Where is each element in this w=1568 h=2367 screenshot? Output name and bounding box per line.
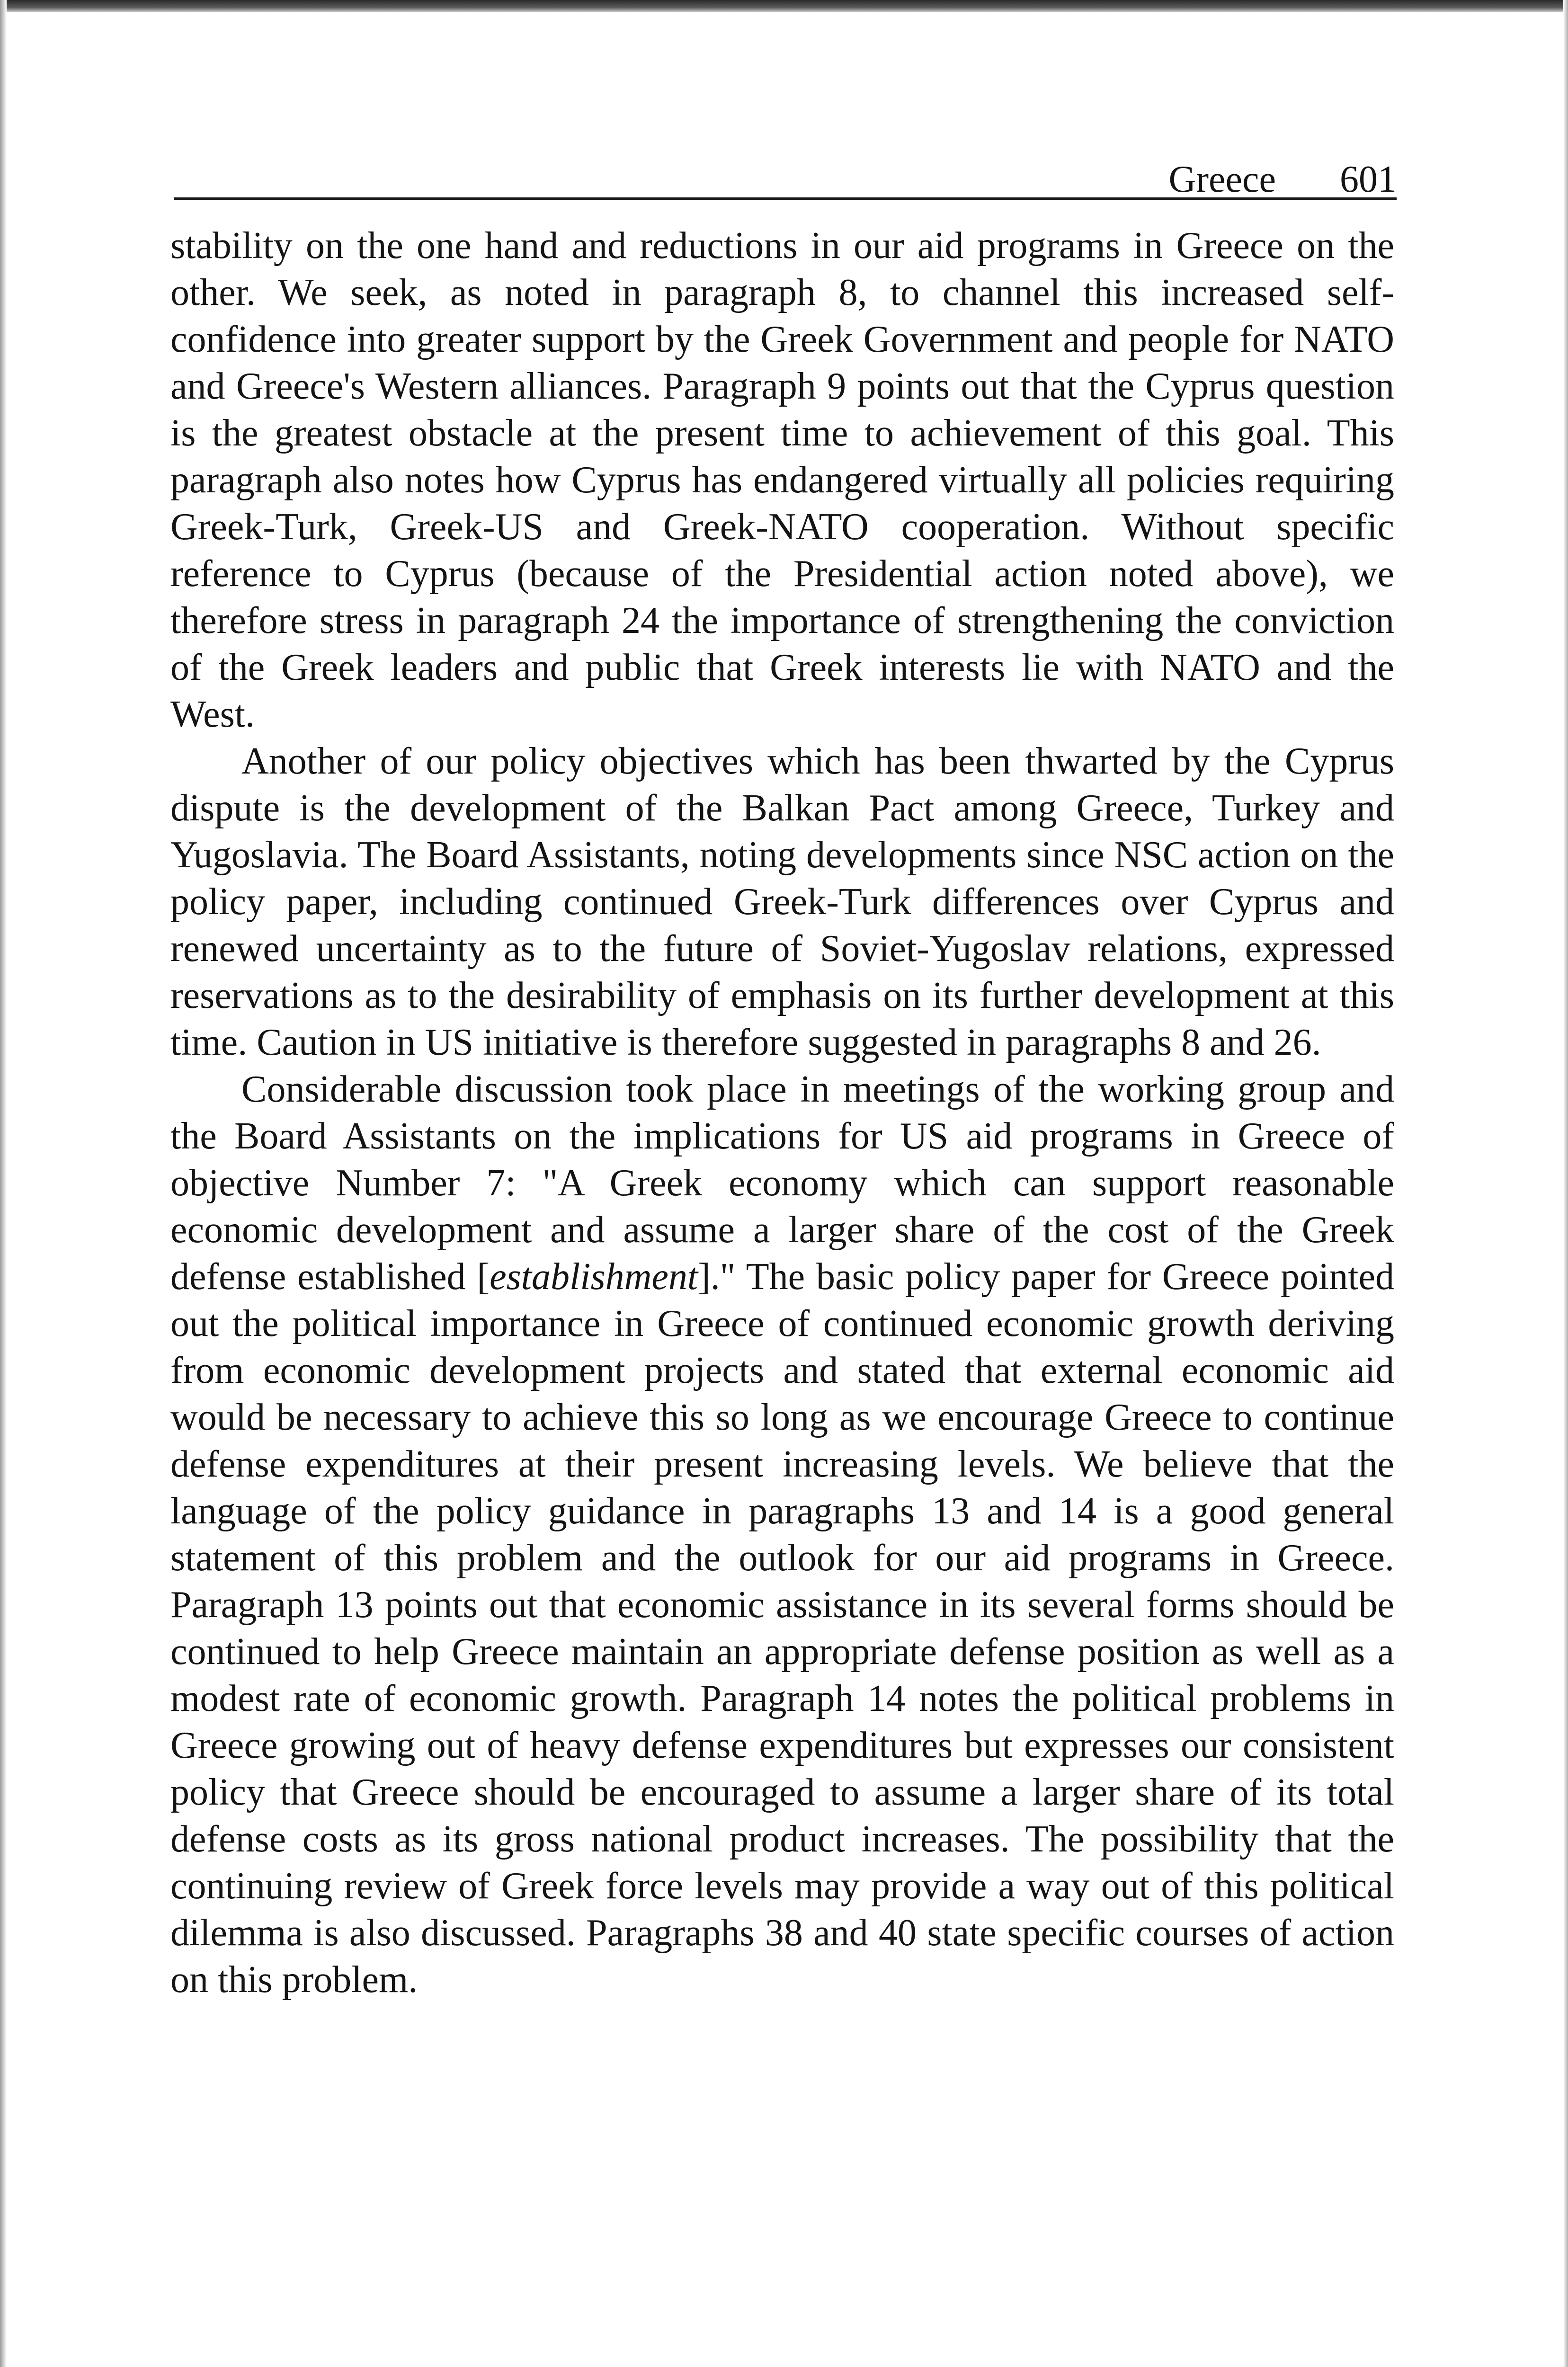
paragraph-3-text-end: ]." The basic policy paper for Greece pointed out the political importance in Greece of continued economic growth deriving from economic development projects and stated that external economic aid would be necessary to achieve this so long as we encourage Greece to continue defense expenditures at their present increasing levels. We believe that the language of the policy guidance in paragraphs 13 and 14 is a good general statement of this problem and the outlook for our aid programs in Greece. Paragraph 13 points out that economic assistance in its several forms should be continued to help Greece maintain an appropriate defense position as well as a modest rate of economic growth. Paragraph 14 notes the political problems in Greece growing out of heavy defense expenditures but expresses our consistent policy that Greece should be encouraged to assume a larger share of its total defense costs as its gross national product increases. The possibility that the continuing review of Greek force levels may provide a way out of this political dilemma is also discussed. Paragraphs 38 and 40 state specific courses of action on this problem. bbox=[170, 1256, 1395, 2001]
scan-top-edge bbox=[0, 0, 1568, 12]
paragraph-3-text-start: Considerable discussion took place in meetings of the working group and the Board Assistants on the implications for US aid programs in Greece of objective Number 7: "A Greek economy which can support reasonable economic development and assume a larger share of the cost of the Greek defense established [ bbox=[170, 1068, 1394, 1298]
scan-right-edge bbox=[1563, 0, 1568, 2367]
running-head-title: Greece bbox=[1168, 159, 1276, 200]
paragraph-3 bbox=[170, 1066, 1394, 2003]
header-rule bbox=[174, 197, 1397, 200]
paragraph-1: stability on the one hand and reductions in our aid programs in Greece on the other. We seek, as noted in paragraph 8, to channel this increased self-confidence into greater support by the Greek Government and people for NATO and Greece's Western alliances. Paragraph 9 points out that the Cyprus question is the greatest obstacle at the present time to achievement of this goal. This paragraph also notes how Cyprus has endangered virtually all policies requiring Greek-Turk, Greek-US and Greek-NATO cooperation. Without specific reference to Cyprus (because of the Presidential action noted above), we therefore stress in paragraph 24 the importance of strengthening the conviction of the Greek leaders and public that Greek interests lie with NATO and the West. bbox=[170, 225, 1394, 735]
paragraph-2: Another of our policy objectives which has been thwarted by the Cyprus dispute is the development of the Balkan Pact among Greece, Turkey and Yugoslavia. The Board Assistants, noting developments since NSC action on the policy paper, including continued Greek-Turk differences over Cyprus and renewed uncertainty as to the future of Soviet-Yugoslav relations, expressed reservations as to the desirability of emphasis on its further development at this time. Caution in US initiative is therefore suggested in paragraphs 8 and 26. bbox=[170, 740, 1394, 1063]
running-head bbox=[174, 154, 1397, 204]
editorial-correction: establishment bbox=[490, 1256, 698, 1298]
page-number: 601 bbox=[1340, 159, 1397, 200]
body-text bbox=[170, 222, 1394, 2003]
scan-left-edge bbox=[0, 0, 7, 2367]
